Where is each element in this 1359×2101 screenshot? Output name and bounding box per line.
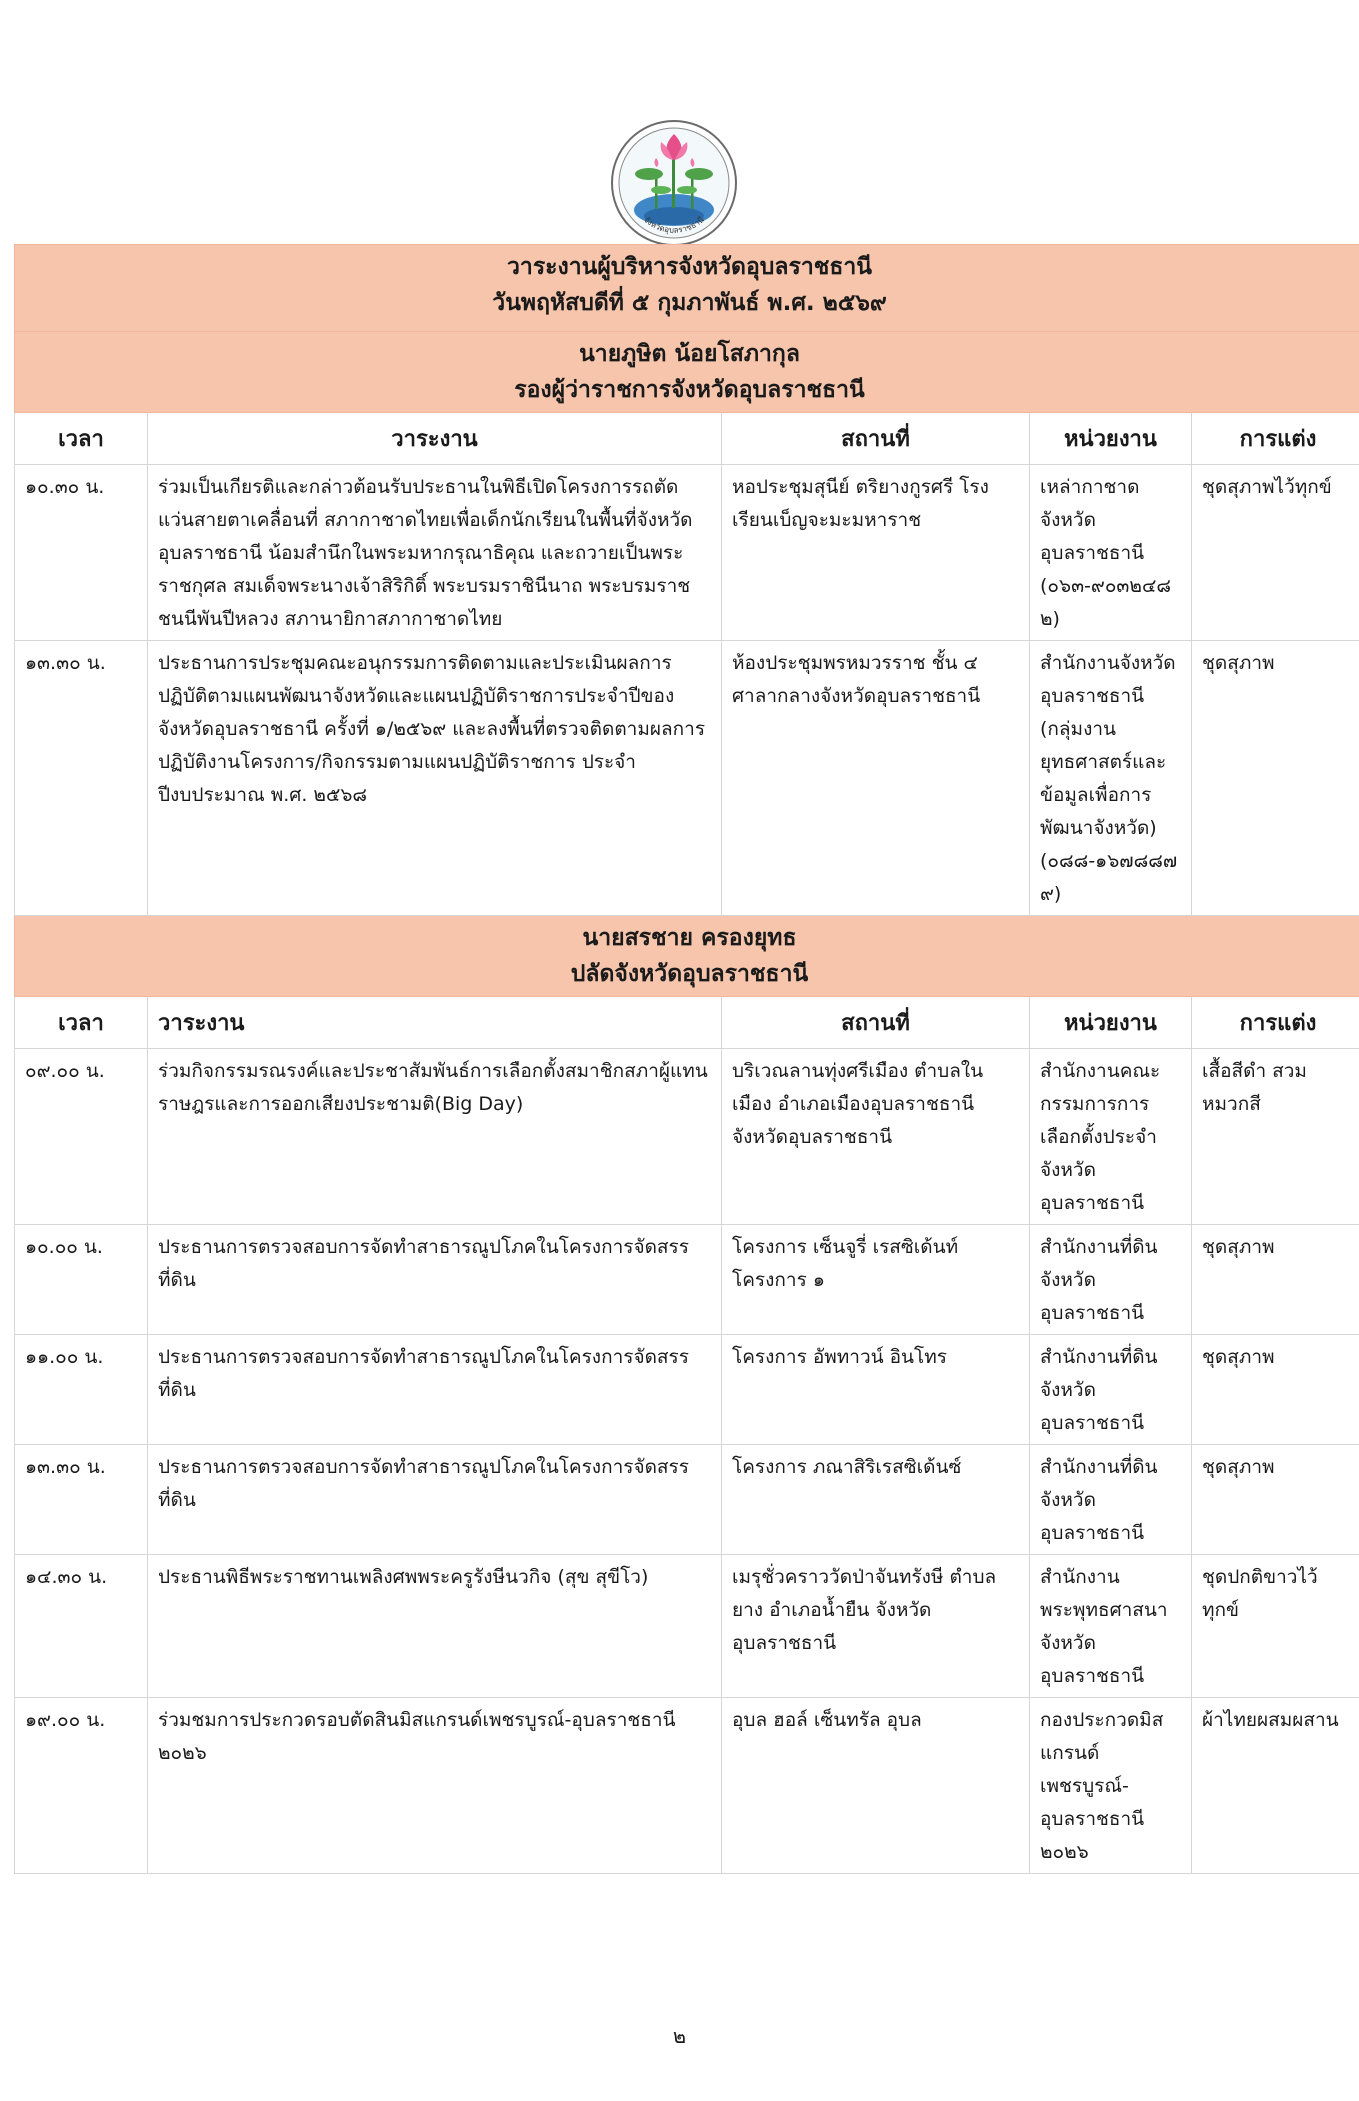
cell-unit: เหล่ากาชาดจังหวัดอุบลราชธานี (๐๖๓-๙๐๓๒๔๘๒) bbox=[1030, 465, 1192, 641]
cell-dress: ชุดสุภาพไว้ทุกข์ bbox=[1192, 465, 1359, 641]
cell-place: ห้องประชุมพรหมวรราช ชั้น ๔ ศาลากลางจังหวัดอุบลราชธานี bbox=[722, 641, 1030, 916]
col-place: สถานที่ bbox=[722, 997, 1030, 1049]
cell-dress: ชุดสุภาพ bbox=[1192, 1335, 1359, 1445]
agenda-document bbox=[14, 244, 1359, 1874]
cell-time: ๑๔.๓๐ น. bbox=[15, 1555, 148, 1698]
cell-place: บริเวณลานทุ่งศรีเมือง ตำบลในเมือง อำเภอเมืองอุบลราชธานี จังหวัดอุบลราชธานี bbox=[722, 1049, 1030, 1225]
page-number: ๒ bbox=[672, 2024, 687, 2048]
cell-dress: ผ้าไทยผสมผสาน bbox=[1192, 1698, 1359, 1874]
svg-text:จังหวัดอุบลราชธานี: จังหวัดอุบลราชธานี bbox=[642, 215, 706, 235]
table-row bbox=[15, 1445, 1359, 1555]
cell-agenda: ประธานการประชุมคณะอนุกรรมการติดตามและประเมินผลการปฏิบัติตามแผนพัฒนาจังหวัดและแผนปฏิบัติราชการประจำปีของจังหวัดอุบลราชธานี ครั้งที่ ๑/๒๕๖๙ และลงพื้นที่ตรวจติดตามผลการปฏิบัติงานโครงการ/กิจกรรมตามแผนปฏิบัติราชการ ประจำปีงบประมาณ พ.ศ. ๒๕๖๘ bbox=[148, 641, 722, 916]
cell-unit: สำนักงานพระพุทธศาสนาจังหวัดอุบลราชธานี bbox=[1030, 1555, 1192, 1698]
table-row bbox=[15, 465, 1359, 641]
col-time: เวลา bbox=[15, 997, 148, 1049]
cell-dress: เสื้อสีดำ สวมหมวกสี bbox=[1192, 1049, 1359, 1225]
col-dress: การแต่ง bbox=[1192, 997, 1359, 1049]
cell-unit: กองประกวดมิสแกรนด์เพชรบูรณ์-อุบลราชธานี ๒๐๒๖ bbox=[1030, 1698, 1192, 1874]
cell-agenda: ประธานการตรวจสอบการจัดทำสาธารณูปโภคในโครงการจัดสรรที่ดิน bbox=[148, 1225, 722, 1335]
official-name: นายสรชาย ครองยุทธ bbox=[582, 925, 797, 951]
table-row bbox=[15, 1335, 1359, 1445]
table-row bbox=[15, 1698, 1359, 1874]
cell-unit: สำนักงานจังหวัดอุบลราชธานี (กลุ่มงานยุทธศาสตร์และข้อมูลเพื่อการพัฒนาจังหวัด) (๐๘๘-๑๖๗๘๘๗๙) bbox=[1030, 641, 1192, 916]
col-unit: หน่วยงาน bbox=[1030, 997, 1192, 1049]
cell-dress: ชุดสุภาพ bbox=[1192, 641, 1359, 916]
cell-time: ๑๐.๓๐ น. bbox=[15, 465, 148, 641]
cell-place: โครงการ ภณาสิริเรสซิเด้นซ์ bbox=[722, 1445, 1030, 1555]
column-header-row bbox=[15, 413, 1359, 465]
lotus-seal-icon bbox=[609, 118, 739, 248]
logo bbox=[609, 118, 739, 248]
table-row bbox=[15, 1225, 1359, 1335]
cell-agenda: ร่วมเป็นเกียรติและกล่าวต้อนรับประธานในพิธีเปิดโครงการรถตัดแว่นสายตาเคลื่อนที่ สภากาชาดไทยเพื่อเด็กนักเรียนในพื้นที่จังหวัดอุบลราชธานี น้อมสำนึกในพระมหากรุณาธิคุณ และถวายเป็นพระราชกุศล สมเด็จพระนางเจ้าสิริกิติ์ พระบรมราชินีนาถ พระบรมราชชนนีพันปีหลวง สภานายิกาสภากาชาดไทย bbox=[148, 465, 722, 641]
agenda-table bbox=[14, 244, 1359, 1874]
cell-time: ๑๓.๓๐ น. bbox=[15, 641, 148, 916]
cell-unit: สำนักงานที่ดินจังหวัดอุบลราชธานี bbox=[1030, 1225, 1192, 1335]
document-title: วาระงานผู้บริหารจังหวัดอุบลราชธานี bbox=[506, 254, 873, 280]
cell-dress: ชุดปกติขาวไว้ทุกข์ bbox=[1192, 1555, 1359, 1698]
section-header bbox=[15, 332, 1359, 413]
cell-place: อุบล ฮอล์ เซ็นทรัล อุบล bbox=[722, 1698, 1030, 1874]
col-agenda: วาระงาน bbox=[148, 997, 722, 1049]
col-place: สถานที่ bbox=[722, 413, 1030, 465]
cell-agenda: ร่วมชมการประกวดรอบตัดสินมิสแกรนด์เพชรบูรณ์-อุบลราชธานี ๒๐๒๖ bbox=[148, 1698, 722, 1874]
cell-dress: ชุดสุภาพ bbox=[1192, 1225, 1359, 1335]
cell-time: ๑๐.๐๐ น. bbox=[15, 1225, 148, 1335]
cell-time: ๐๙.๐๐ น. bbox=[15, 1049, 148, 1225]
cell-dress: ชุดสุภาพ bbox=[1192, 1445, 1359, 1555]
cell-agenda: ประธานการตรวจสอบการจัดทำสาธารณูปโภคในโครงการจัดสรรที่ดิน bbox=[148, 1335, 722, 1445]
cell-place: หอประชุมสุนีย์ ตริยางกูรศรี โรงเรียนเบ็ญจะมะมหาราช bbox=[722, 465, 1030, 641]
cell-place: เมรุชั่วคราววัดป่าจันทรังษี ตำบลยาง อำเภอน้ำยืน จังหวัดอุบลราชธานี bbox=[722, 1555, 1030, 1698]
cell-time: ๑๓.๓๐ น. bbox=[15, 1445, 148, 1555]
cell-unit: สำนักงานที่ดินจังหวัดอุบลราชธานี bbox=[1030, 1445, 1192, 1555]
section-header bbox=[15, 916, 1359, 997]
title-banner bbox=[15, 245, 1359, 332]
cell-unit: สำนักงานคณะกรรมการการเลือกตั้งประจำจังหวัดอุบลราชธานี bbox=[1030, 1049, 1192, 1225]
col-dress: การแต่ง bbox=[1192, 413, 1359, 465]
cell-agenda: ประธานการตรวจสอบการจัดทำสาธารณูปโภคในโครงการจัดสรรที่ดิน bbox=[148, 1445, 722, 1555]
col-agenda: วาระงาน bbox=[148, 413, 722, 465]
cell-place: โครงการ อัพทาวน์ อินโทร bbox=[722, 1335, 1030, 1445]
official-name: นายภูษิต น้อยโสภากุล bbox=[579, 341, 800, 367]
cell-agenda: ประธานพิธีพระราชทานเพลิงศพพระครูรังษีนวกิจ (สุข สุขีโว) bbox=[148, 1555, 722, 1698]
official-position: รองผู้ว่าราชการจังหวัดอุบลราชธานี bbox=[514, 377, 865, 403]
table-row bbox=[15, 641, 1359, 916]
document-date: วันพฤหัสบดีที่ ๕ กุมภาพันธ์ พ.ศ. ๒๕๖๙ bbox=[492, 290, 887, 316]
col-unit: หน่วยงาน bbox=[1030, 413, 1192, 465]
col-time: เวลา bbox=[15, 413, 148, 465]
official-position: ปลัดจังหวัดอุบลราชธานี bbox=[570, 961, 809, 987]
table-row bbox=[15, 1049, 1359, 1225]
table-row bbox=[15, 1555, 1359, 1698]
cell-unit: สำนักงานที่ดินจังหวัดอุบลราชธานี bbox=[1030, 1335, 1192, 1445]
cell-time: ๑๑.๐๐ น. bbox=[15, 1335, 148, 1445]
cell-place: โครงการ เซ็นจูรี่ เรสซิเด้นท์ โครงการ ๑ bbox=[722, 1225, 1030, 1335]
cell-agenda: ร่วมกิจกรรมรณรงค์และประชาสัมพันธ์การเลือกตั้งสมาชิกสภาผู้แทนราษฎรและการออกเสียงประชามติ(Big Day) bbox=[148, 1049, 722, 1225]
cell-time: ๑๙.๐๐ น. bbox=[15, 1698, 148, 1874]
column-header-row bbox=[15, 997, 1359, 1049]
